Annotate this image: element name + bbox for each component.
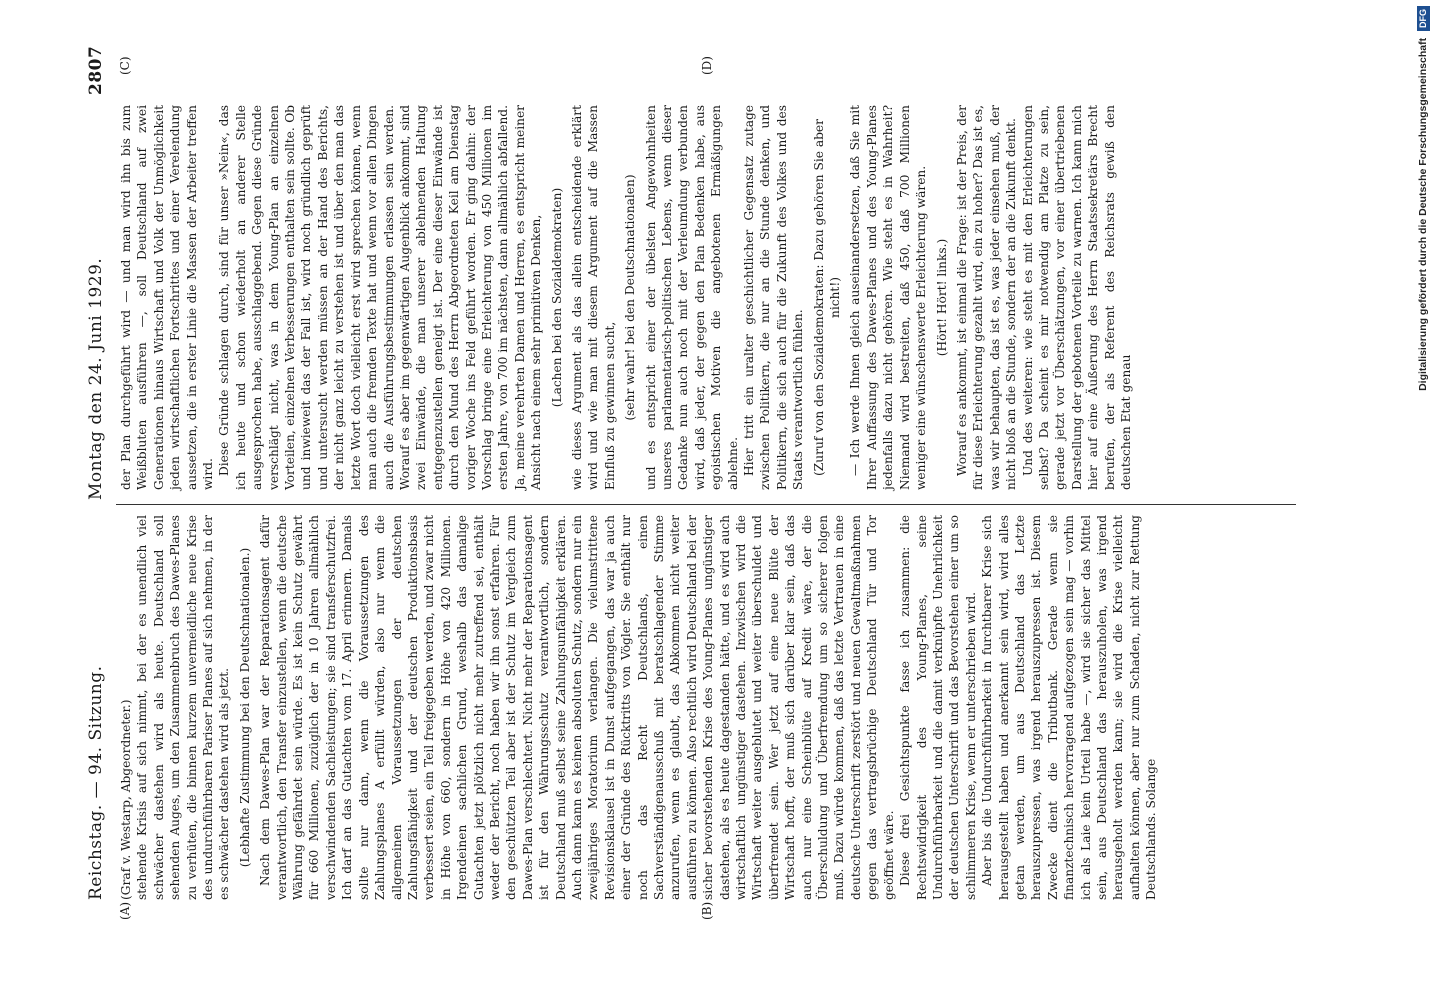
interjection: (Hört! Hört! links.) [934,238,949,357]
paragraph: Worauf es ankommt, ist einmal die Frage: ist der Preis, der für diese Erleichterung gezahlt wird, ein zu hoher? Das ist es, was wir behaupten, das ist es, was jeder einsehen muß, der nicht bloß an die Stunde, sondern der an die Zukunft denkt. [954,105,1019,490]
speaker-line: (Graf v. Westarp, Abgeordneter.) [119,699,133,900]
digitization-credit: Digitalisierung gefördert durch die Deutsche Forschungsgemeinschaft [1417,37,1429,391]
paragraph: — Ich werde Ihnen gleich auseinandersetzen, daß Sie mit Ihrer Auffassung des Dawes-Planes und des Young-Planes jedenfalls dazu nicht gehören. Wie steht es in Wahrheit? Niemand wird bestreiten, daß 450, daß 700 Millionen weniger eine wünschenswerte Erleichterung wären. [848,105,929,490]
margin-marker-a: (A) [118,901,132,920]
paragraph: Und des weiteren: wie steht es mit den Erleichterungen selbst? Da scheint es mir notwendig am Platze zu sein, gerade jetzt vor Überschätzungen, vor einer übertriebenen Darstellung der gebotenen Vorteile zu warnen. Ich kann mich hier auf eine Äußerung des Herrn Staatssekretärs Brecht berufen, der als Referent des Reichsrats gewiß den deutschen Etat genau [1020,105,1133,490]
paragraph: Diese Gründe schlagen durch, sind für unser »Nein«, das ich heute und schon wiederholt an anderer Stelle ausgesprochen habe, ausschlaggebend. Gegen diese Gründe verschlägt nicht, was in dem Young-Plan an einzelnen Vorteilen, einzelnen Verbesserungen enthalten sein sollte. Ob und inwieweit das der Fall ist, wird noch gründlich geprüft und untersucht werden müssen an der Hand des Berichts, der nicht ganz leicht zu verstehen ist und über den man das letzte Wort doch vielleicht erst wird sprechen können, wenn man auch die fremden Texte hat und wenn vor allen Dingen auch die Ausführungsbestimmungen erlassen sein werden. Worauf es aber im gegenwärtigen Augenblick ankommt, sind zwei Einwände, die man unserer ablehnenden Haltung entgegenzustellen geneigt ist. Der eine dieser Einwände ist durch den Mund des Herrn Abgeordneten Keil am Dienstag voriger Woche ins Feld geführt worden. Er ging dahin: der Vorschlag bringe eine Erleichterung von 450 Millionen im ersten Jahre, von 700 im nächsten, dann allmählich abfallend. Ja, meine verehrten Damen und Herren, es entspricht meiner Ansicht nach einem sehr primitiven Denken, [217,105,544,490]
paragraph: der Plan durchgeführt wird — und man wird ihn bis zum Weißbluten ausführen —, soll Deutschland auf zwei Generationen hinaus Wirtschaft und Volk der Unmöglichkeit jeden wirtschaftlichen Fortschrittes und einer Verelendung aussetzen, die in erster Linie die Massen der Arbeiter treffen wird. [119,105,216,490]
header-session: Reichstag. — 94. Sitzung. [86,665,106,900]
right-column [118,105,1134,490]
interjection: (Lachen bei den Sozialdemokraten) [549,187,564,408]
page-header [86,0,116,1000]
interjection: (sehr wahr! bei den Deutschnationalen) [623,174,638,421]
margin-marker-c: (C) [118,56,132,75]
paragraph: Nach dem Dawes-Plan war der Reparationsagent dafür verantwortlich, den Transfer einzustellen, wenn die deutsche Währung gefährdet sein würde. Es ist kein Schutz gewährt für 660 Millionen, zuzüglich der in 10 Jahren allmählich verschwindenden Sachleistungen; sie sind transferschutzfrei. Ich darf an das Gutachten vom 17. April erinnern. Damals sollte nur dann, wenn die Voraussetzungen des Zahlungsplanes A erfüllt würden, also nur wenn die allgemeinen Voraussetzungen der deutschen Zahlungsfähigkeit und der deutschen Produktionsbasis verbessert seien, ein Teil freigegeben werden, und zwar nicht in Höhe von 660, sondern in Höhe von 420 Millionen. Irgendeinen sachlichen Grund, weshalb das damalige Gutachten jetzt plötzlich nicht mehr zutreffend sei, enthält weder der Bericht, noch haben wir ihn sonst erfahren. Für den geschützten Teil aber ist der Schutz im Vergleich zum Dawes-Plan verschlechtert. Nicht mehr der Reparationsagent ist für den Währungsschutz verantwortlich, sondern Deutschland muß selbst seine Zahlungsunfähigkeit erklären. Auch dann kann es keinen absoluten Schutz, sondern nur ein zweijähriges Moratorium verlangen. Die vielumstrittene Revisionsklausel ist in Dunst aufgegangen, das war ja auch einer der Gründe des Rücktritts von Vögler. Sie enthält nur noch das Recht Deutschlands, einen Sachverständigenausschuß mit beratschlagender Stimme anzurufen, wenn es glaubt, das Abkommen nicht weiter ausführen zu können. Also rechtlich wird Deutschland bei der sicher bevorstehenden Krise des Young-Planes ungünstiger dastehen, als es heute dagestanden hätte, und es wird auch wirtschaftlich ungünstiger dastehen. Inzwischen wird die Wirtschaft weiter ausgeblutet und weiter überschuldet und überfremdet sein. Wer jetzt auf eine neue Blüte der Wirtschaft hofft, der muß sich darüber klar sein, daß das auch nur eine Scheinblüte auf Kredit wäre, der die Überschuldung und Überfremdung um so sicherer folgen muß. Dazu würde kommen, daß das letzte Vertrauen in eine deutsche Unterschrift zerstört und neuen Gewaltmaßnahmen gegen das vertragsbrüchige Deutschland Tür und Tor geöffnet wäre. [258,515,896,900]
paragraph: stehende Krisis auf sich nimmt, bei der es unendlich viel schwächer dastehen wird als heute. Deutschland soll sehenden Auges, um den Zusammenbruch des Dawes-Planes zu verhüten, die binnen kurzem unvermeidliche neue Krise des undurchführbaren Pariser Planes auf sich nehmen, in der es schwächer dastehen wird als jetzt. [135,515,232,900]
digitization-sidebar [1414,6,1432,996]
margin-marker-d: (D) [700,56,714,75]
dfg-logo: DFG [1417,6,1430,31]
paragraph: Diese drei Gesichtspunkte fasse ich zusammen: die Rechtswidrigkeit des Young-Planes, seine Undurchführbarkeit und die damit verknüpfte Unehrlichkeit der deutschen Unterschrift und das Bevorstehen einer um so schlimmeren Krise, wenn er unterschrieben wird. [898,515,978,900]
margin-marker-b: (B) [700,901,714,920]
column-divider [116,504,1296,505]
page-number: 2807 [86,45,106,95]
left-column [118,515,1160,900]
header-date: Montag den 24. Juni 1929. [86,257,106,500]
interjection: (Lebhafte Zustimmung bei den Deutschnationalen.) [237,547,252,868]
paragraph: und es entspricht einer der übelsten Angewohnheiten unseres parlamentarisch-politischen Lebens, wenn dieser Gedanke nun auch noch mit der Verleumdung verbunden wird, daß jeder, der gegen den Plan Bedenken habe, aus egoistischen Motiven die angebotenen Ermäßigungen ablehne. [643,105,740,490]
interjection: (Zuruf von den Sozialdemokraten: Dazu gehören Sie aber nicht!) [811,119,843,476]
paragraph: wie dieses Argument als das allein entscheidende erklärt wird und wie man mit diesem Argument auf die Massen Einfluß zu gewinnen sucht, [569,105,617,490]
paragraph: Aber bis die Undurchführbarkeit in furchtbarer Krise sich herausgestellt haben und anerkannt sein wird, wird alles getan werden, um aus Deutschland das Letzte herauszupressen, was irgend herauszupressen ist. Diesem Zwecke dient die Tributbank. Gerade wenn sie finanztechnisch hervorragend aufgezogen sein mag — vorhin ich als Laie kein Urteil habe —, wird sie sicher das Mittel sein, aus Deutschland das herauszuholen, was irgend herausgeholt werden kann; sie wird die Krise vielleicht aufhalten können, aber nur zum Schaden, nicht zur Rettung Deutschlands. Solange [980,515,1159,900]
paragraph: Hier tritt ein uralter geschichtlicher Gegensatz zutage zwischen Politikern, die nur an die Stunde denken, und Politikern, die sich auch für die Zukunft des Volkes und des Staats verantwortlich fühlen. [742,105,806,490]
